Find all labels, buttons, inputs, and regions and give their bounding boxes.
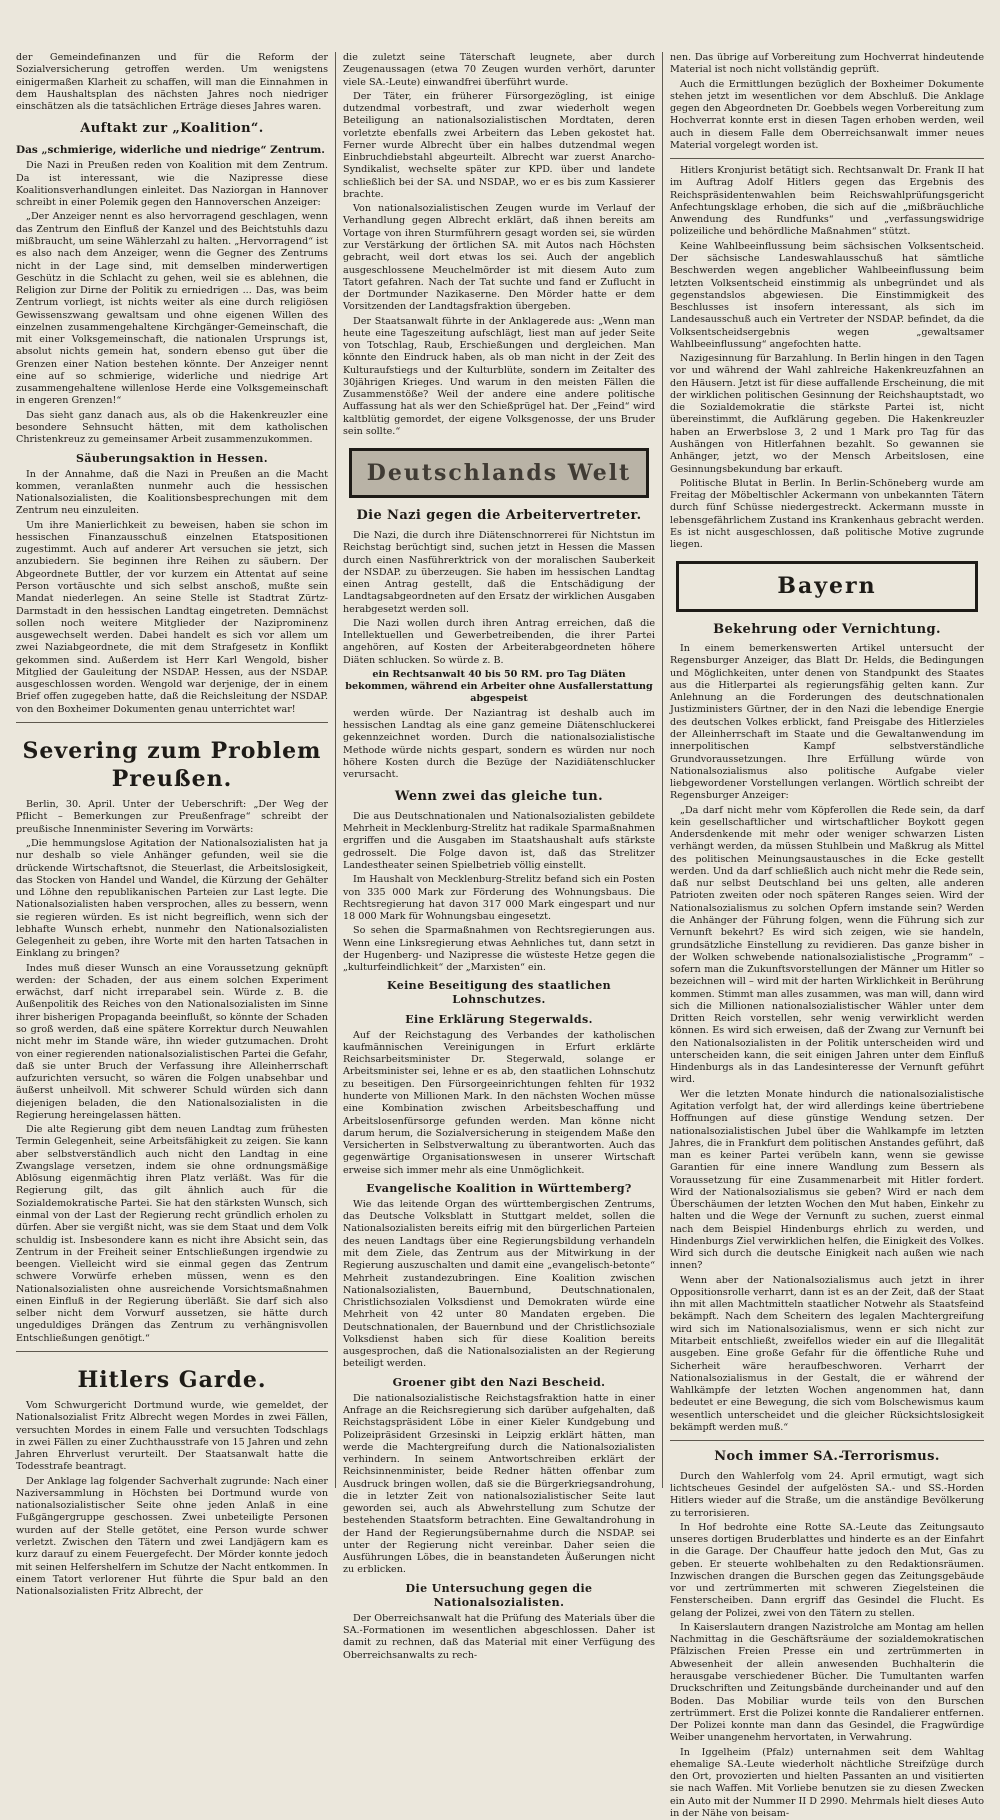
paragraph: In einem bemerkenswerten Artikel untersucht der Regensburger Anzeiger, das Blatt Dr. Helds, die Bedingungen und Möglichkeiten, unter denen von Standpunkt des Staates aus die Hitlerpartei als regierungsfähig gelten kann. Zur Anlehnung an die Forderungen des deutschnationalen Justizministers Gürtner, der in den Nazi die lebendige Energie des deutschen Volkes erblickt, fand Preisgabe des Hitlerzieles der Alleinherrschaft im Staate und die Gewaltanwendung im innerpolitischen Kampf selbstverständliche Grundvoraussetzungen. Ihre Erfüllung würde von Nationalsozialismus also politische Aufgabe vieler liebgewordener Vorstellungen verlangen. Wörtlich schreibt der Regensburger Anzeiger:	[670, 643, 984, 802]
paragraph: In Iggelheim (Pfalz) unternahmen seit dem Wahltag ehemalige SA.-Leute wiederholt nächtliche Streifzüge durch den Ort, provozierten und hielten Passanten an und visitierten sie nach Waffen. Mit Vorliebe benutzen sie zu diesen Zwecken ein Auto mit der Nummer II D 2990. Mehrmals hielt dieses Auto in der Nähe von beisam-	[670, 1746, 984, 1819]
headline-wuerttemberg: Evangelische Koalition in Württemberg?	[366, 1181, 632, 1195]
paragraph: Der Täter, ein früherer Fürsorgezögling, ist einige dutzendmal vorbestraft, und zwar wiederholt wegen Beteiligung an nationalsozialistischen Mordtaten, deren vorletzte ebenfalls zwei Arbeitern das Leben gekostet hat. Ferner wurde Albrecht über ein halbes dutzendmal wegen Einbruchdiebstahl abgeurteilt. Albrecht war zuerst Anarcho-Syndikalist, wechselte später zur KPD. über und landete schließlich bei der SA. und NSDAP., wo er es bis zum Kassierer brachte.	[343, 90, 655, 200]
paragraph: nen. Das übrige auf Vorbereitung zum Hochverrat hindeutende Material ist noch nicht vollständig geprüft.	[670, 52, 984, 76]
headline-severing: Severing zum Problem Preußen.	[22, 737, 322, 793]
column-right	[670, 52, 984, 1819]
subheadline-zentrum: Das „schmierige, widerliche und niedrige“ Zentrum.	[16, 143, 325, 156]
paragraph: Wenn aber der Nationalsozialismus auch jetzt in ihrer Oppositionsrolle verharrt, dann ist es an der Zeit, daß der Staat ihn mit allen Machtmitteln staatlicher Notwehr als Staatsfeind bekämpft. Nach dem Scheitern des legalen Machtergreifung wird sich im Nationalsozialismus, wenn er sich nicht zur Mitarbeit entschließt, zweifellos wieder ein auf die Illegalität ausgeben. Eine große Gefahr für die öffentliche Ruhe und Sicherheit wäre heraufbeschworen. Verharrt der Nationalsozialismus in der Gestalt, die er während der Wahlkämpfe der letzten Wochen angenommen hat, dann bedeutet er eine Bewegung, die sich vom Bolschewismus kaum wesentlich unterscheidet und die gleicher Rücksichtslosigkeit bekämpft werden muß.“	[670, 1274, 984, 1433]
section-banner-bayern: Bayern	[676, 561, 978, 611]
headline-hessen: Säuberungsaktion in Hessen.	[75, 451, 268, 465]
paragraph: Berlin, 30. April. Unter der Ueberschrift: „Der Weg der Pflicht – Bemerkungen zur Preußenfrage“ schreibt der preußische Innenminister Severing im Vorwärts:	[16, 799, 328, 835]
column-rule	[335, 52, 336, 1488]
paragraph: In Kaiserslautern drangen Nazistrolche am Montag am hellen Nachmittag in die Geschäftsräume der sozialdemokratischen Pfälzischen Freien Presse ein und zertrümmerten in Abwesenheit der allein anwesenden Buchhalterin die herausgabe verschiedener Bücher. Die Tumultanten warfen Druckschriften und Zeitungsbände durcheinander und auf den Boden. Das Mobiliar wurde teils von den Burschen zertrümmert. Erst die Polizei konnte die Randalierer entfernen. Der Polizei konnte man dann das Gesindel, die Fragwürdige Weiber unangenehm hervortaten, in Verwahrung.	[670, 1621, 984, 1744]
paragraph: Die nationalsozialistische Reichstagsfraktion hatte in einer Anfrage an die Reichsregierung sich darüber aufgehalten, daß Reichstagspräsident Löbe in einer Kieler Kundgebung und Polizeipräsident Grzesinski in Leipzig erklärt hätten, man werde die Machtergreifung durch die Nationalsozialisten verhindern. In seinem Antwortschreiben erklärt der Reichsinnenminister, beide Redner hätten offenbar zum Ausdruck bringen wollen, daß sie die Bürgerkriegsandrohung, die in letzter Zeit von nationalsozialistischer Seite laut geworden sei, auch als Abwehrstellung zum Schutze der bestehenden Staatsform betrachten. Eine Gewaltandrohung in der Hand der Regierungsübernahme durch die NSDAP. sei unter der Regierung nicht vereinbar. Daher seien die Ausführungen Löbes, die in beanstandeten Äußerungen nicht zu erblicken.	[343, 1392, 655, 1576]
paragraph: Die Nazi wollen durch ihren Antrag erreichen, daß die Intellektuellen und Gewerbetreibenden, die ihrer Partei angehören, auf Kosten der Arbeiterabgeordneten höhere Diäten schlucken. So würde z. B.	[343, 617, 655, 666]
section-banner: Deutschlands Welt	[349, 448, 649, 498]
paragraph: Keine Wahlbeeinflussung beim sächsischen Volksentscheid. Der sächsische Landeswahlausschuß hat sämtliche Beschwerden wegen angeblicher Wahlbeeinflussung beim letzten Volksentscheid einstimmig als unbegründet und als gegenstandslos abgewiesen. Die Einstimmigkeit des Beschlusses ist insofern interessant, als sich im Landesausschuß auch ein Vertreter der NSDAP. befindet, da die Volksentscheidsergebnis wegen „gewaltsamer Wahlbeeinflussung“ angefochten hatte.	[670, 240, 984, 350]
paragraph: Um ihre Manierlichkeit zu beweisen, haben sie schon im hessischen Finanzausschuß einzelnen Etatspositionen zugestimmt. Auch auf anderer Art versuchen sie jetzt, sich anzubiedern. Sie beginnen ihre Reihen zu säubern. Der Abgeordnete Buttler, der vor kurzem ein Attentat auf seine Person vortäuschte und sich selbst anschoß, mußte sein Mandat niederlegen. An seine Stelle ist Stadtrat Zürtz-Darmstadt in den hessischen Landtag eingetreten. Demnächst sollen noch weitere Mitglieder der Naziprominenz ausgewechselt werden. Dabei handelt es sich vor allem um zwei Naziabgeordnete, die mit dem Strafgesetz in Konflikt gekommen sind. Außerdem ist Herr Karl Wengold, bisher Mitglied der Gauleitung der NSDAP. Hessen, aus der NSDAP. ausgeschlossen worden. Wengold war derjenige, der in einem Brief offen zugegeben hatte, daß die Reichsleitung der NSDAP. von den Boxheimer Dokumenten genau unterrichtet war!	[16, 519, 328, 715]
paragraph: Wie das leitende Organ des württembergischen Zentrums, das Deutsche Volksblatt in Stuttgart meldet, sollen die Nationalsozialisten bereits eifrig mit den bürgerlichen Parteien des neuen Landtags über eine Regierungsbildung verhandeln mit dem Ziele, das Zentrum aus der Mitwirkung in der Regierung auszuschalten und damit eine „evangelisch-betonte“ Mehrheit zustandezubringen. Eine Koalition zwischen Nationalsozialisten, Bauernbund, Deutschnationalen, Christlichsozialen Volksdienst und Demokraten würde eine Mehrheit von 42 unter 80 Mandaten ergeben. Die Deutschnationalen, der Bauernbund und der Christlichsoziale Volksdienst haben sich für diese Koalition bereits ausgesprochen, daß die Nationalsozialisten an der Regierung beteiligt werden.	[343, 1198, 655, 1370]
headline-koalition: Auftakt zur „Koalition“.	[80, 121, 264, 137]
highlight-text: ein Rechtsanwalt 40 bis 50 RM. pro Tag Diäten bekommen, während ein Arbeiter ohne Ausfallerstattung abgespeist	[345, 668, 653, 705]
paragraph: Der Anklage lag folgender Sachverhalt zugrunde: Nach einer Naziversammlung in Höchsten bei Dortmund wurde von nationalsozialistischer Seite ohne jeden Anlaß in eine Fußgängergruppe geschossen. Zwei unbeteiligte Personen wurden auf der Stelle getötet, eine Person wurde schwer verletzt. Zwischen den Tätern und zwei Landjägern kam es kurz darauf zu einem Feuergefecht. Der Mörder konnte jedoch mit seinen Helfershelfern im Schutze der Nacht entkommen. In einem Tatort verlorener Hut führte die Spur bald an den Nationalsozialisten Fritz Albrecht, der	[16, 1475, 328, 1598]
divider	[16, 1351, 328, 1352]
paragraph: Die Nazi, die durch ihre Diätenschnorrerei für Nichtstun im Reichstag berüchtigt sind, suchen jetzt in Hessen die Massen durch einen Nasführerktrick von der moralischen Sauberkeit der NSDAP. zu überzeugen. Sie haben im hessischen Landtag einen Antrag gestellt, daß die Entschädigung der Landtagsabgeordneten auf den Ersatz der wirklichen Ausgaben herabgesetzt werden soll.	[343, 530, 655, 615]
subheadline-stegerwald: Eine Erklärung Stegerwalds.	[405, 1012, 593, 1026]
column-middle	[343, 52, 656, 1661]
paragraph: „Der Anzeiger nennt es also hervorragend geschlagen, wenn das Zentrum den Einfluß der Kanzel und des Beichtstuhls dazu mißbraucht, um seine Wählerzahl zu halten. „Hervorragend“ ist es also nach dem Anzeiger, wenn die Gegner des Zentrums nicht in der Lage sind, mit demselben minderwertigen Geschütz in die Schlacht zu gehen, weil sie es ablehnen, die Religion zur Dirne der Politik zu erniedrigen ... Das, was beim Zentrum vorliegt, ist nichts weiter als eine durch religiösen Gewissenszwang gewaltsam und ohne eigenen Willen des einzelnen zusammengehaltene Kirchgänger-Gemeinschaft, die mit einer Volksgemeinschaft, die nationalen Ursprungs ist, absolut nichts gemein hat, sondern ebenso gut über die Grenzen einer Nation bestehen könnte. Der Anzeiger nennt eine auf so schmierige, widerliche und niedrige Art zusammengehaltene willenlose Herde eine Volksgemeinschaft in engeren Grenzen!“	[16, 211, 328, 407]
paragraph: Auf der Reichstagung des Verbandes der katholischen kaufmännischen Vereinigungen in Erfurt erklärte Reichsarbeitsminister Dr. Stegerwald, solange er Arbeitsminister sei, lehne er es ab, den staatlichen Lohnschutz zu beseitigen. Den Fürsorgeeinrichtungen fehlten für 1932 hunderte von Millionen Mark. In den nächsten Wochen müsse eine Kombination zwischen Arbeitsbeschaffung und Arbeitslosenfürsorge gefunden werden. Man könne nicht darum herum, die Sozialversicherung in steigendem Maße den Versicherten in Selbstverwaltung zu überantworten. Auch das gegenwärtige Organisationswesen in unserer Wirtschaft erweise sich immer mehr als eine Unmöglichkeit.	[343, 1029, 655, 1176]
paragraph: Politische Blutat in Berlin. In Berlin-Schöneberg wurde am Freitag der Möbeltischler Ackermann von unbekannten Tätern durch fünf Schüsse niedergestreckt. Ackermann musste in lebensgefährlichem Zustand ins Krankenhaus gebracht werden. Es ist nicht ausgeschlossen, daß politische Motive zugrunde liegen.	[670, 477, 984, 551]
divider	[670, 1440, 984, 1441]
paragraph: der Gemeindefinanzen und für die Reform der Sozialversicherung getroffen werden. Um wenigstens einigermaßen Klarheit zu schaffen, will man die Einnahmen in dem Haushaltsplan des nächsten Jahres noch niedriger einschätzen als die tatsächlichen Erträge dieses Jahres waren.	[16, 52, 328, 113]
paragraph: Vom Schwurgericht Dortmund wurde, wie gemeldet, der Nationalsozialist Fritz Albrecht wegen Mordes in zwei Fällen, versuchten Mordes in einem Falle und versuchten Todschlags in zwei Fällen zu einer Zuchthausstrafe von 15 Jahren und zehn Jahren Ehrverlust verurteilt. Der Staatsanwalt hatte die Todesstrafe beantragt.	[16, 1400, 328, 1473]
paragraph: Nazigesinnung für Barzahlung. In Berlin hingen in den Tagen vor und während der Wahl zahlreiche Hakenkreuzfahnen an den Häusern. Jetzt ist für diese auffallende Erscheinung, die mit der wirklichen politischen Gesinnung der Reichshauptstadt, wo die Sozialdemokratie die stärkste Partei ist, nicht übereinstimmt, die Aufklärung gegeben. Die Hakenkreuzler haben an Erwerbslose 3, 2 und 1 Mark pro Tag für das Aushängen von Hitlerfahnen bezahlt. So gewannen sie Anhänger, jetzt, wo der Mensch Arbeitslosen, eine Gesinnungsbekundung bar erkauft.	[670, 353, 984, 475]
column-rule	[662, 52, 663, 1488]
paragraph: In Hof bedrohte eine Rotte SA.-Leute das Zeitungsauto unseres dortigen Bruderblattes und hinderte es an der Einfahrt in die Garage. Der Chauffeur hatte jedoch den Mut, Gas zu geben. Er steuerte wohlbehalten zu den Redaktionsräumen. Inzwischen drangen die Burschen gegen das Zeitungsgebäude vor und zertrümmerten mit schweren Ziegelsteinen die Fensterscheiben. Dann ergriff das Gesindel die Flucht. Es gelang der Polizei, zwei von den Tätern zu stellen.	[670, 1521, 984, 1619]
paragraph: Hitlers Kronjurist betätigt sich. Rechtsanwalt Dr. Frank II hat im Auftrag Adolf Hitlers gegen das Ergebnis des Reichspräsidentenwahlen beim Reichswahlprüfungsgericht Anfechtungsklage erhoben, die sich auf die „mißbräuchliche Anwendung des Rundfunks“ und „verfassungswidrige polizeiliche und behördliche Maßnahmen“ stützt.	[670, 165, 984, 238]
paragraph: Wer die letzten Monate hindurch die nationalsozialistische Agitation verfolgt hat, der wird allerdings keine übertriebene Hoffnungen auf diese günstige Wendung setzen. Der nationalsozialistischen Jubel über die Wahlkampfe im letzten Jahres, die in Frankfurt dem politischen Anstandes geführt, daß man es keiner Partei verübeln kann, wenn sie gewisse Garantien für eine innere Wandlung zum Bessern als Voraussetzung für eine Zusammenarbeit mit Hitler fordert. Wird der Nationalsozialismus sie geben? Wird er nach dem Überschäumen der letzten Wochen den Mut haben, Einkehr zu halten und die Wege der Vernunft zu suchen, zuerst einmal nach dem Beispiel Hindenburgs ehrlich zu werden, und Hindenburgs Ziel verwirklichen helfen, die Einigkeit des Volkes. Wird sich durch die deutsche Einigkeit nach außen wie nach innen?	[670, 1088, 984, 1272]
column-left	[16, 52, 328, 1598]
paragraph: Im Haushalt von Mecklenburg-Strelitz befand sich ein Posten von 335 000 Mark zur Förderung des Wohnungsbaus. Die Rechtsregierung hat davon 317 000 Mark eingespart und nur 18 000 Mark für Wohnungsbau eingesetzt.	[343, 874, 655, 923]
headline-untersuchung: Die Untersuchung gegen die Nationalsozialisten.	[405, 1581, 593, 1609]
paragraph: „Die hemmungslose Agitation der Nationalsozialisten hat ja nur deshalb so viele Anhänger gefunden, weil sie die drückende Wirtschaftsnot, die Steuerlast, die Arbeitslosigkeit, das Stocken von Handel und Wandel, die Kürzung der Gehälter und Löhne den republikanischen Parteien zur Last legte. Die Nationalsozialisten haben versprochen, alles zu bessern, wenn sie regieren würden. Es ist nicht begreiflich, wenn sich der lebhafte Wunsch erhebt, nunmehr den Nationalsozialisten Gelegenheit zu geben, ihre Worte mit den harten Tatsachen in Einklang zu bringen?	[16, 838, 328, 960]
paragraph: Auch die Ermittlungen bezüglich der Boxheimer Dokumente stehen jetzt im wesentlichen vor dem Abschluß. Die Anklage gegen den Abgeordneten Dr. Goebbels wegen Vorbereitung zum Hochverrat konnte erst in diesen Tagen erhoben werden, weil auch in diesem Falle dem Oberreichsanwalt immer neues Material vorgelegt worden ist.	[670, 78, 984, 151]
paragraph: werden würde. Der Naziantrag ist deshalb auch im hessischen Landtag als eine ganz gemeine Diätenschluckerei gekennzeichnet worden. Durch die nationalsozialistische Methode würde nichts gespart, sondern es würden nur noch höhere Kosten durch die Bezüge der Nazidiätenschlucker verursacht.	[343, 707, 655, 781]
divider	[670, 158, 984, 159]
paragraph: Der Staatsanwalt führte in der Anklagerede aus: „Wenn man heute eine Tageszeitung aufschlägt, liest man auf jeder Seite von Totschlag, Raub, Erschießungen und dergleichen. Man könnte den Eindruck haben, als ob man nicht in der Zeit des Kulturaufstiegs und der Kulturblüte, sondern im Zeitalter des 30jährigen Krieges. Und warum in den meisten Fällen die Zusammenstöße? Weil der andere eine andere politische Auffassung hat als wer den Schießprügel hat. Der „Feind“ wird kaltblütig gemordet, der eigene Volksgenosse, der uns Bruder sein sollte.“	[343, 315, 655, 437]
headline-sa-terrorismus: Noch immer SA.-Terrorismus.	[714, 1449, 940, 1465]
paragraph: So sehen die Sparmaßnahmen von Rechtsregierungen aus. Wenn eine Linksregierung etwas Aehnliches tut, dann setzt in der Hugenberg- und Nazipresse die wüsteste Hetze gegen die „kulturfeindlichkeit“ der „Marxisten“ ein.	[343, 925, 655, 974]
paragraph: die zuletzt seine Täterschaft leugnete, aber durch Zeugenaussagen (etwa 70 Zeugen wurden verhört, darunter viele SA.-Leute) einwandfrei überführt wurde.	[343, 52, 655, 88]
headline-arbeitervertreter: Die Nazi gegen die Arbeitervertreter.	[356, 508, 642, 524]
headline-bekehrung: Bekehrung oder Vernichtung.	[713, 621, 941, 637]
paragraph: Indes muß dieser Wunsch an eine Voraussetzung geknüpft werden: der Schaden, der aus einem solchen Experiment erwächst, darf nicht irreparabel sein. Würde z. B. die Außenpolitik des Reiches von den Nationalsozialisten im Sinne ihrer bisherigen Propaganda beeinflußt, so könnte der Schaden so groß werden, daß eine spätere Korrektur durch Neuwahlen nicht mehr im Stande wäre, ihn wieder gutzumachen. Droht von einer regierenden nationalsozialistischen Partei die Gefahr, daß sie unter Bruch der Verfassung ihre Alleinherrschaft aufzurichten versucht, so wären die Folgen unabsehbar und äußerst unheilvoll. Mit schwerer Schuld würden sich dann diejenigen beladen, die den Nationalsozialisten in die Regierung hereingelassen hätten.	[16, 962, 328, 1121]
paragraph: Die alte Regierung gibt dem neuen Landtag zum frühesten Termin Gelegenheit, seine Arbeitsfähigkeit zu zeigen. Sie kann aber selbstverständlich auch nicht den Landtag in eine Zwangslage versetzen, indem sie ohne ordnungsmäßige Ablösung eigenmächtig ihren Platz verläßt. Was für die Regierung gilt, das gilt ähnlich auch für die Sozialdemokratische Partei. Sie hat den stärksten Wunsch, sich einmal von der Last der Regierung recht gründlich erholen zu dürfen. Aber sie vergißt nicht, was sie dem Staat und dem Volk schuldig ist. Insbesondere kann es nicht ihre Absicht sein, das Zentrum in der Freiheit seiner Entschließungen irgendwie zu beengen. Vielleicht wird sie einmal gegen das Zentrum schwere Vorwürfe erheben müssen, wenn es den Nationalsozialisten ohne ausreichende Vorsichtsmaßnahmen einen Einfluß in der Regierung überläßt. Sie darf sich also selber nicht dem Vorwurf aussetzen, sie hätte durch ungeduldiges Drängen das Zentrum zu verhängnisvollen Entschließungen genötigt.“	[16, 1124, 328, 1344]
headline-hitlers-garde: Hitlers Garde.	[77, 1366, 267, 1393]
paragraph: Das sieht ganz danach aus, als ob die Hakenkreuzler eine besondere Sehnsucht hätten, mit dem katholischen Christenkreuz zu gemeinsamer Arbeit zusammenzukommen.	[16, 409, 328, 446]
paragraph: In der Annahme, daß die Nazi in Preußen an die Macht kommen, veranlaßten nunmehr auch die hessischen Nationalsozialisten, die Koalitionsbesprechungen mit dem Zentrum neu einzuleiten.	[16, 468, 328, 517]
paragraph: Von nationalsozialistischen Zeugen wurde im Verlauf der Verhandlung gegen Albrecht erklärt, daß ihnen bereits am Vortage von ihren Sturmführern gesagt worden sei, sie würden zur Verstärkung der örtlichen SA. mit Autos nach Höchsten gebracht, weil dort etwas los sei. Auch der angeblich ausgeschlossene Meuchelmörder ist mit diesem Auto zum Tatort gefahren. Nach der Tat suchte und fand er Zuflucht in der Dortmunder Nazikaserne. Den Mörder hatte er dem Vorsitzenden der Landtagsfraktion übergeben.	[343, 203, 655, 313]
paragraph: Die aus Deutschnationalen und Nationalsozialisten gebildete Mehrheit in Mecklenburg-Strelitz hat radikale Sparmaßnahmen ergriffen und die Ausgaben im Staatshaushalt aufs stärkste gedrosselt. Die Folge davon ist, daß das Strelitzer Landestheater seinen Spielbetrieb völlig einstellt.	[343, 810, 656, 872]
paragraph: „Da darf nicht mehr vom Köpferollen die Rede sein, da darf kein gesellschaftlicher und wirtschaftlicher Boykott gegen Andersdenkende mit mehr oder weniger schwarzen Listen verhängt werden, da müssen Stuhlbein und Maßkrug als Mittel des politischen Meinungsaustausches in die Ecke gestellt werden. Und da darf schließlich auch nicht mehr die Rede sein, daß nur selbst Deutschland bei uns gelten, alle anderen Patrioten zweiten oder noch späteren Ranges seien. Wird der Nationalsozialismus zu solchen Opfern imstande sein? Werden die Anhänger der Führung folgen, wenn die Führung sich zur Vernunft bekehrt? Es wird sich zeigen, wie sie handeln, grundsätzliche Einstellung zu revidieren. Das ganze bisher in der Wolken schwebende nationalsozialistische „Programm“ – sofern man die Zukunftsvorstellungen der Männer um Hitler so bezeichnen will – wird mit der harten Wirklichkeit in Berührung kommen. Stimmt man alles zusammen, was man will, dann wird sich die Millionen nationalsozialistischer Wähler unter dem Dritten Reich vorstellen, sehr wenig verwirklicht werden können. Es wird sich erweisen, daß der Zwang zur Vernunft bei den Nationalsozialisten in der Politik unterscheiden wird und unterscheiden kann, die seit einigen Jahren unter dem Einfluß Hindenburgs als in das Landesinteresse der Vernunft geführt wird.	[670, 804, 984, 1086]
divider	[16, 722, 328, 723]
headline-zwei: Wenn zwei das gleiche tun.	[394, 789, 604, 805]
paragraph: Die Nazi in Preußen reden von Koalition mit dem Zentrum. Da ist interessant, wie die Nazipresse diese Koalitionsverhandlungen einleitet. Das Naziorgan in Hannover schreibt in einer Polemik gegen den Hannoverschen Anzeiger:	[16, 160, 328, 209]
headline-lohnschutz: Keine Beseitigung des staatlichen Lohnschutzes.	[386, 979, 612, 1007]
paragraph: Durch den Wahlerfolg vom 24. April ermutigt, wagt sich lichtscheues Gesindel der aufgelösten SA.- und SS.-Horden Hitlers wieder auf die Straße, um die anständige Bevölkerung zu terrorisieren.	[670, 1470, 984, 1519]
headline-groener: Groener gibt den Nazi Bescheid.	[392, 1375, 606, 1389]
paragraph: Der Oberreichsanwalt hat die Prüfung des Materials über die SA.-Formationen im wesentlichen abgeschlossen. Daher ist damit zu rechnen, daß das Material mit einer Verfügung des Oberreichsanwalts zu rech-	[343, 1612, 655, 1661]
